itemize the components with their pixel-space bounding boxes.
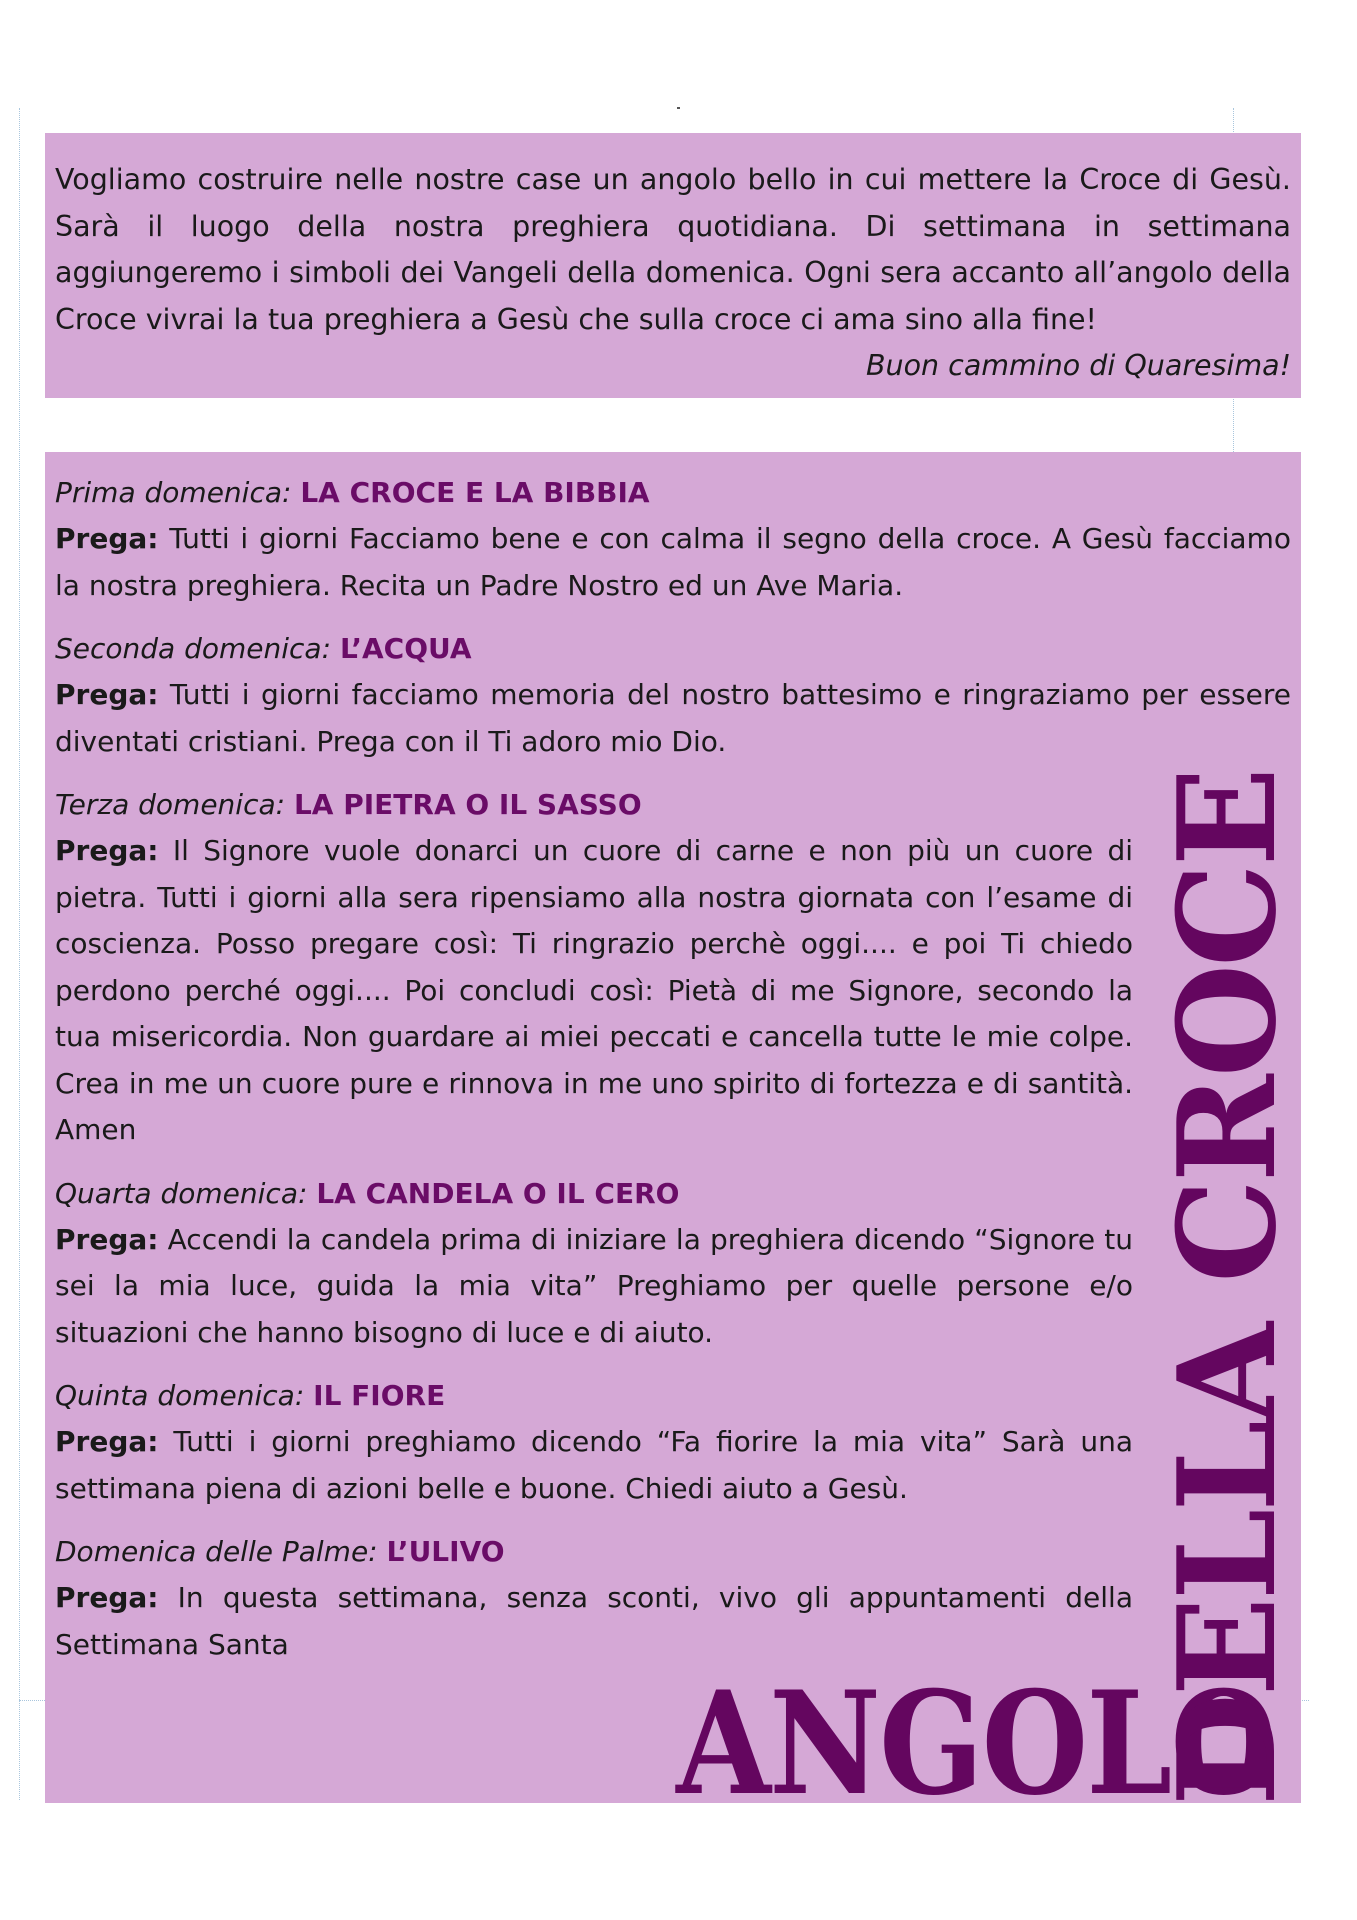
section-heading (55, 1529, 1133, 1575)
section-day: Prima domenica: (55, 476, 292, 509)
section-day: Seconda domenica: (55, 632, 332, 665)
prayer-label: Prega: (55, 522, 159, 555)
section-heading (55, 626, 1291, 672)
prayer-label: Prega: (55, 834, 159, 867)
prayer-label: Prega: (55, 1581, 159, 1614)
section-heading (55, 1373, 1133, 1419)
prayer-label: Prega: (55, 1222, 159, 1256)
section-theme: LA CANDELA O IL CERO (316, 1176, 680, 1210)
prayer-label: Prega: (55, 1425, 159, 1458)
section-quarta-domenica (55, 1171, 1133, 1357)
section-prayer (55, 1575, 1133, 1668)
section-heading (55, 470, 1291, 516)
prayer-text: Tutti i giorni preghiamo dicendo “Fa fiorire la mia vita” Sarà una settimana piena di azioni belle e buone. Chiedi aiuto a Gesù. (55, 1425, 1133, 1505)
section-prima-domenica (55, 470, 1291, 609)
section-day: Terza domenica: (55, 788, 286, 821)
section-theme: IL FIORE (313, 1379, 446, 1412)
section-day: Quinta domenica: (55, 1379, 305, 1412)
section-theme: L’ULIVO (386, 1535, 505, 1568)
section-domenica-palme (55, 1529, 1133, 1668)
prayer-text: Il Signore vuole donarci un cuore di carne e non più un cuore di pietra. Tutti i giorni alla sera ripensiamo alla nostra giornata con l’esame di coscienza. Posso pregare così: Ti ringrazio perchè oggi.... e poi Ti chiedo perdono perché oggi.... Poi concludi così: Pietà di me Signore, secondo la tua misericordia. Non guardare ai miei peccati e cancella tutte le mie colpe. Crea in me un cuore pure e rinnova in me uno spirito di fortezza e di santità. Amen (55, 834, 1133, 1146)
text-cursor-mark (677, 107, 680, 109)
section-terza-domenica (55, 782, 1133, 1154)
prayer-text: Accendi la candela prima di iniziare la preghiera dicendo “Signore tu sei la mia luce, guida la mia vita” Preghiamo per quelle persone e/o situazioni che hanno bisogno di luce e di aiuto. (55, 1222, 1133, 1349)
title-angolo: ANGOLO (676, 1661, 1276, 1827)
section-quinta-domenica (55, 1373, 1133, 1512)
section-theme: LA PIETRA O IL SASSO (293, 788, 642, 821)
weekly-plan-box (45, 452, 1306, 1827)
section-day: Quarta domenica: (55, 1176, 308, 1210)
title-della-croce-text: DELLA CROCE (1148, 770, 1306, 1806)
prayer-text: Tutti i giorni Facciamo bene e con calma il segno della croce. A Gesù facciamo la nostra preghiera. Recita un Padre Nostro ed un Ave Maria. (55, 522, 1291, 602)
title-della-croce (1148, 770, 1306, 1806)
section-prayer (55, 1217, 1133, 1357)
section-theme: LA CROCE E LA BIBBIA (300, 476, 650, 509)
section-seconda-domenica (55, 626, 1291, 765)
section-prayer (55, 516, 1291, 609)
intro-closing: Buon cammino di Quaresima! (865, 349, 1291, 382)
intro-box (45, 133, 1301, 398)
intro-paragraph: Vogliamo costruire nelle nostre case un angolo bello in cui mettere la Croce di Gesù. Sarà il luogo della nostra preghiera quotidiana. Di settimana in settimana aggiungeremo i simboli dei Vangeli della domenica. Ogni sera accanto all’angolo della Croce vivrai la tua preghiera a Gesù che sulla croce ci ama sino alla fine! (55, 163, 1291, 336)
section-heading (55, 1171, 1133, 1217)
section-theme: L’ACQUA (339, 632, 472, 665)
prayer-label: Prega: (55, 678, 159, 711)
margin-guide-left (19, 108, 20, 1800)
section-day: Domenica delle Palme: (55, 1535, 378, 1568)
section-prayer (55, 828, 1133, 1154)
prayer-text: Tutti i giorni facciamo memoria del nostro battesimo e ringraziamo per essere diventati cristiani. Prega con il Ti adoro mio Dio. (55, 678, 1291, 758)
prayer-text: In questa settimana, senza sconti, vivo gli appuntamenti della Settimana Santa (55, 1581, 1133, 1661)
sections-list (55, 470, 1291, 1685)
section-heading (55, 782, 1133, 828)
section-prayer (55, 672, 1291, 765)
section-prayer (55, 1419, 1133, 1512)
